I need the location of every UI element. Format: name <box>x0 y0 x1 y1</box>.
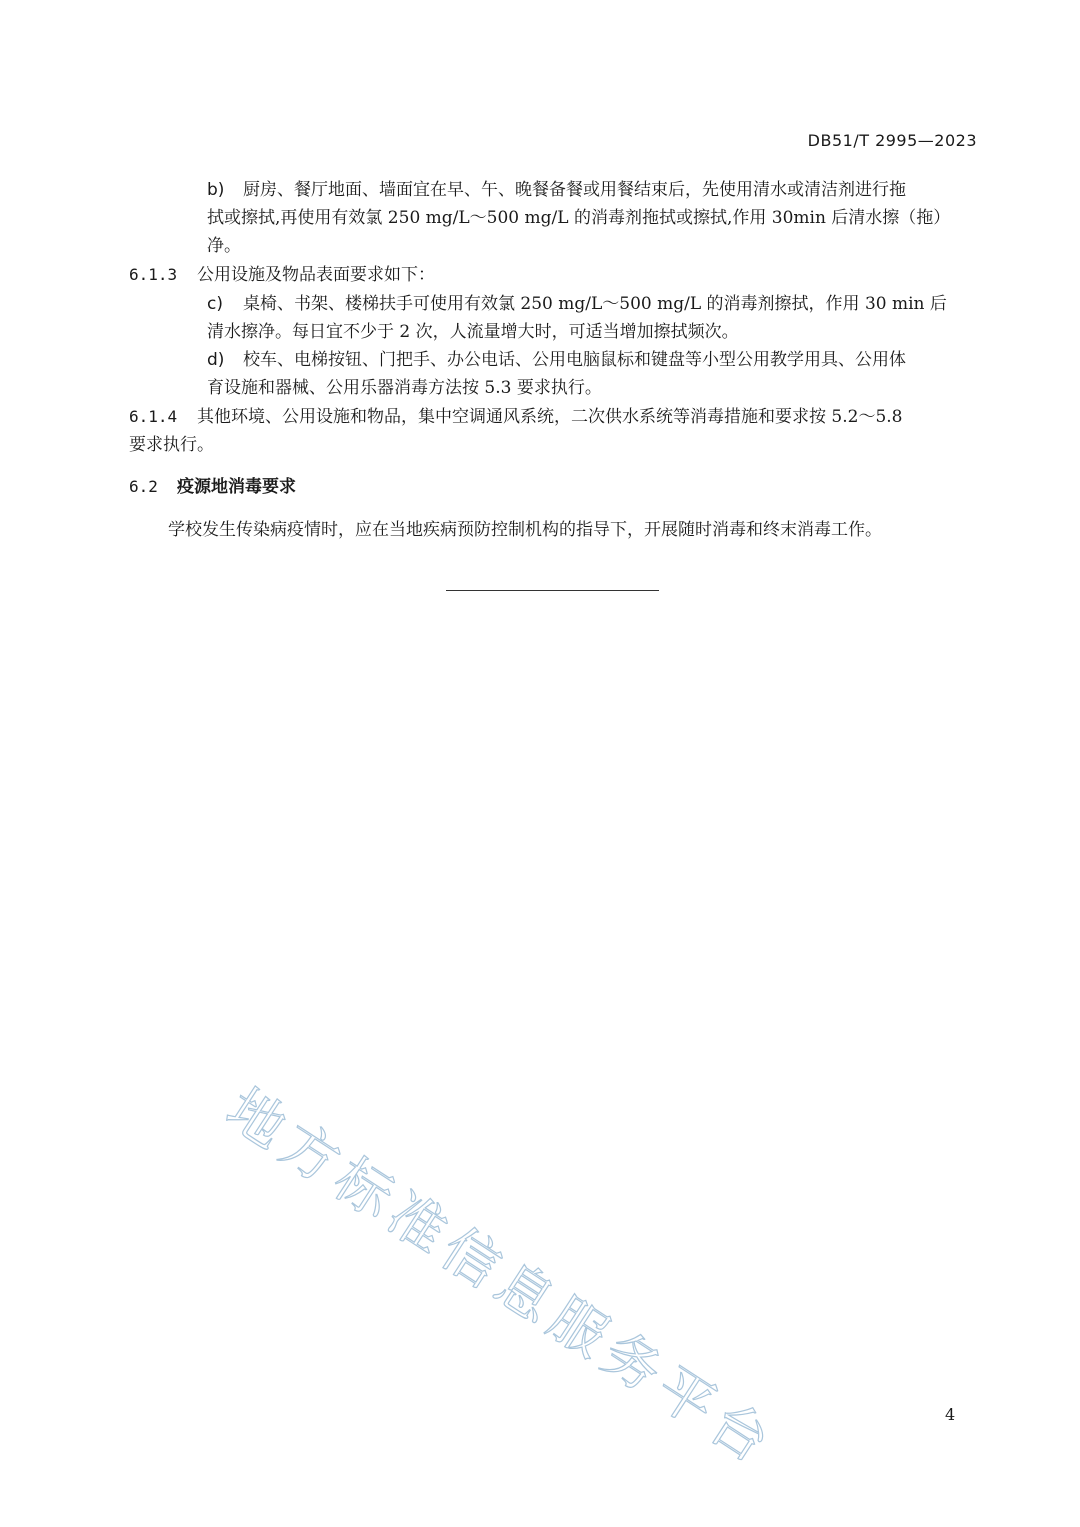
item-c-text-1: 桌椅、书架、楼梯扶手可使用有效氯 250 mg/L～500 mg/L 的消毒剂擦拭，作用 30 min 后 <box>243 294 947 314</box>
clause-text: 公用设施及物品表面要求如下： <box>197 265 435 285</box>
item-c-label: c) <box>207 294 223 314</box>
item-d-text-1: 校车、电梯按钮、门把手、办公电话、公用电脑鼠标和键盘等小型公用教学用具、公用体 <box>243 350 906 370</box>
end-divider <box>446 590 659 591</box>
section-title: 疫源地消毒要求 <box>177 477 296 497</box>
item-b-line3: 净。 <box>207 236 241 256</box>
page-number: 4 <box>945 1405 956 1424</box>
clause-text-1: 其他环境、公用设施和物品，集中空调通风系统，二次供水系统等消毒措施和要求按 5.2～5.8 <box>197 407 903 427</box>
item-b-label: b) <box>207 180 225 200</box>
clause-6-1-4-line2: 要求执行。 <box>129 435 214 455</box>
item-d-line1 <box>207 346 977 374</box>
item-b-line2: 拭或擦拭,再使用有效氯 250 mg/L～500 mg/L 的消毒剂拖拭或擦拭,作用 30min 后清水擦（拖） <box>207 208 951 228</box>
standard-code: DB51/T 2995—2023 <box>807 131 977 150</box>
section-6-2-text: 学校发生传染病疫情时，应在当地疾病预防控制机构的指导下，开展随时消毒和终末消毒工作。 <box>168 520 882 540</box>
section-number: 6.2 <box>129 477 158 496</box>
item-d-line2: 育设施和器械、公用乐器消毒方法按 5.3 要求执行。 <box>207 378 602 398</box>
item-c-line1 <box>207 290 977 318</box>
section-6-2-heading <box>129 473 977 501</box>
clause-number: 6.1.4 <box>129 407 178 426</box>
clause-6-1-3 <box>129 261 977 289</box>
watermark: 地方标准信息服务平台 <box>214 1076 787 1480</box>
clause-number: 6.1.3 <box>129 265 178 284</box>
clause-6-1-4 <box>129 403 977 431</box>
item-c-line2: 清水擦净。每日宜不少于 2 次，人流量增大时，可适当增加擦拭频次。 <box>207 322 739 342</box>
item-d-label: d) <box>207 350 225 370</box>
item-b-text-1: 厨房、餐厅地面、墙面宜在早、午、晚餐备餐或用餐结束后，先使用清水或清洁剂进行拖 <box>243 180 906 200</box>
item-b-line1 <box>207 176 977 204</box>
